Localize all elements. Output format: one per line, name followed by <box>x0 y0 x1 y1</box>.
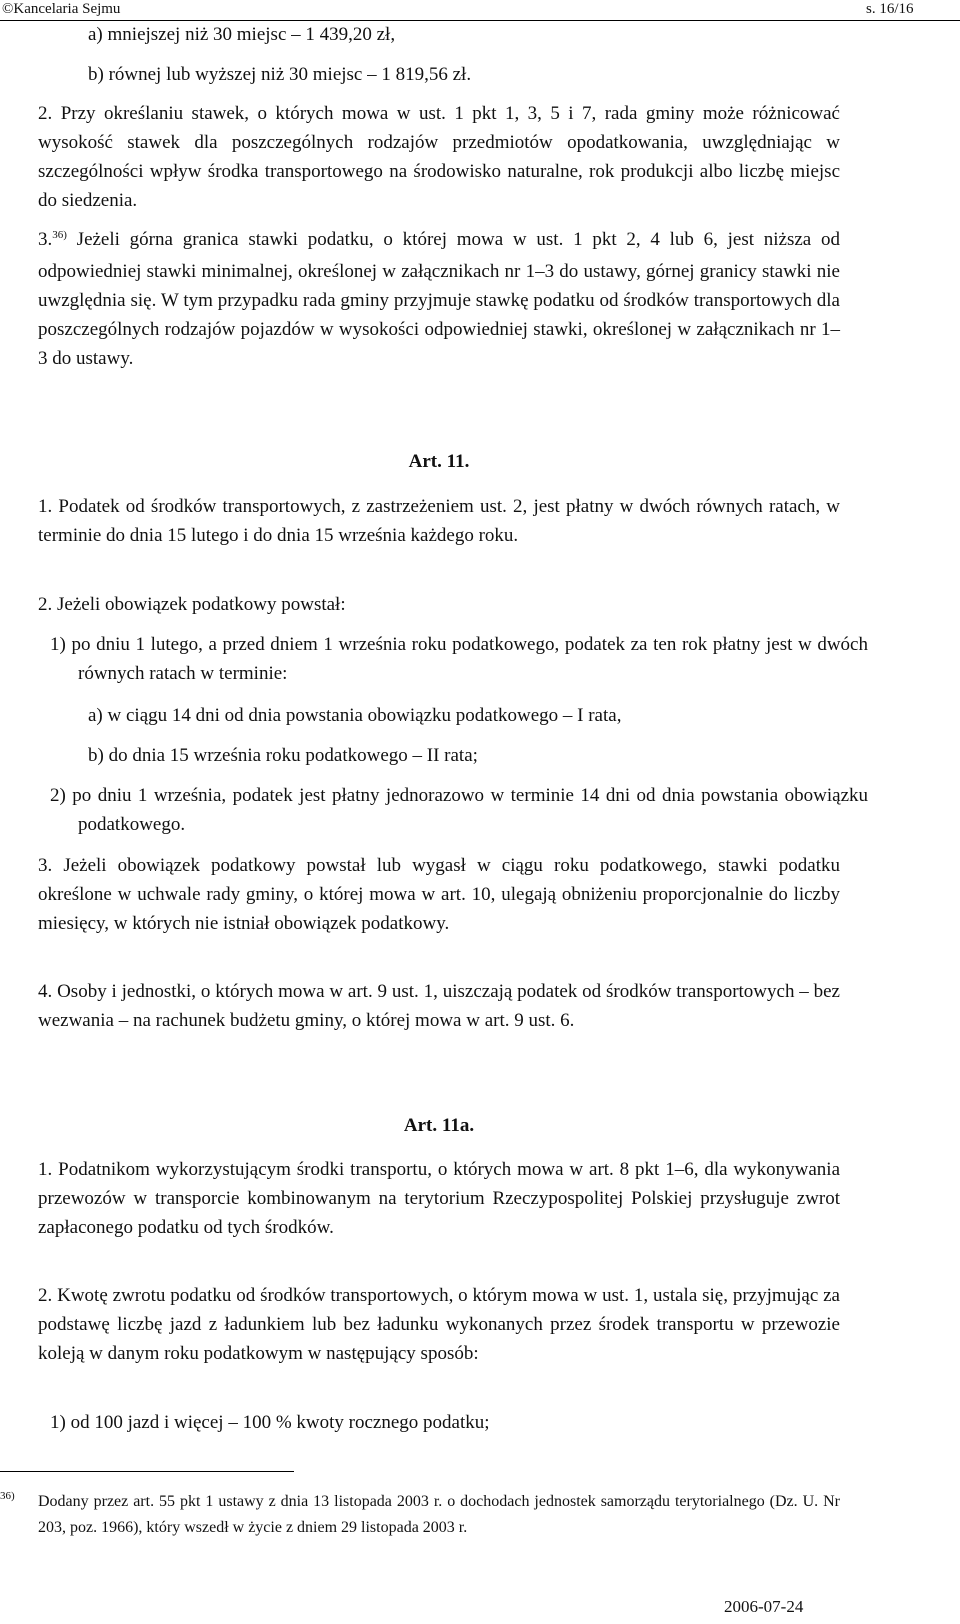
header-source: ©Kancelaria Sejmu <box>2 1 121 17</box>
page-number: s. 16/16 <box>866 1 914 17</box>
paragraph: 2. Jeżeli obowiązek podatkowy powstał: <box>38 594 346 615</box>
list-item: 1) po dniu 1 lutego, a przed dniem 1 września roku podatkowego, podatek za ten rok płatny jest w dwóch równych ratach w terminie: <box>50 634 868 684</box>
article-title: Art. 11. <box>408 451 470 472</box>
footnote-separator <box>0 1471 294 1472</box>
article-title: Art. 11a. <box>403 1115 475 1136</box>
paragraph: 1. Podatek od środków transportowych, z zastrzeżeniem ust. 2, jest płatny w dwóch równych ratach, w terminie do dnia 15 lutego i do dnia 15 września każdego roku. <box>38 496 840 546</box>
paragraph: 1. Podatnikom wykorzystującym środki transportu, o których mowa w art. 8 pkt 1–6, dla wykonywania przewozów w transporcie kombinowanym na terytorium Rzeczypospolitej Polskiej przysługuje zwrot zapłaconego podatku od tych środków. <box>38 1159 840 1238</box>
list-item: 1) od 100 jazd i więcej – 100 % kwoty rocznego podatku; <box>50 1412 490 1433</box>
list-item: 2) po dniu 1 września, podatek jest płatny jednorazowo w terminie 14 dni od dnia powstania obowiązku podatkowego. <box>50 785 868 835</box>
paragraph-text: Jeżeli górna granica stawki podatku, o której mowa w ust. 1 pkt 2, 4 lub 6, jest niższa od odpowiedniej stawki minimalnej, określonej w załącznikach nr 1–3 do ustawy, górnej granicy stawki nie uwzględnia się. W tym przypadku rada gminy przyjmuje stawkę podatku od środków transportowych dla poszczególnych rodzajów pojazdów w wysokości odpowiedniej stawki, określonej w załącznikach nr 1–3 do ustawy. <box>38 229 840 369</box>
list-item: a) w ciągu 14 dni od dnia powstania obowiązku podatkowego – I rata, <box>88 705 622 726</box>
list-item: b) równej lub wyższej niż 30 miejsc – 1 819,56 zł. <box>88 64 472 85</box>
paragraph: 4. Osoby i jednostki, o których mowa w art. 9 ust. 1, uiszczają podatek od środków transportowych – bez wezwania – na rachunek budżetu gminy, o której mowa w art. 9 ust. 6. <box>38 981 840 1031</box>
paragraph: 2. Przy określaniu stawek, o których mowa w ust. 1 pkt 1, 3, 5 i 7, rada gminy może różnicować wysokość stawek dla poszczególnych rodzajów przedmiotów opodatkowania, uwzględniając w szczególności wpływ środka transportowego na środowisko naturalne, rok produkcji albo liczbę miejsc do siedzenia. <box>38 103 840 211</box>
page-header <box>0 0 960 21</box>
footnote-reference: 36) <box>52 229 67 241</box>
paragraph-number: 3. <box>38 229 53 250</box>
paragraph <box>38 225 840 373</box>
paragraph: 2. Kwotę zwrotu podatku od środków transportowych, o którym mowa w ust. 1, ustala się, przyjmując za podstawę liczbę jazd z ładunkiem lub bez ładunku wykonanych przez środek transportu w przewozie koleją w danym roku podatkowym w następujący sposób: <box>38 1285 840 1364</box>
list-item: b) do dnia 15 września roku podatkowego – II rata; <box>88 745 478 766</box>
footer-date: 2006-07-24 <box>724 1597 804 1616</box>
footnote-text: Dodany przez art. 55 pkt 1 ustawy z dnia 13 listopada 2003 r. o dochodach jednostek samorządu terytorialnego (Dz. U. Nr 203, poz. 1966), który wszedł w życie z dniem 29 listopada 2003 r. <box>38 1493 840 1536</box>
paragraph: 3. Jeżeli obowiązek podatkowy powstał lub wygasł w ciągu roku podatkowego, stawki podatku określone w uchwale rady gminy, o której mowa w art. 10, ulegają obniżeniu proporcjonalnie do liczby miesięcy, w których nie istniał obowiązek podatkowy. <box>38 855 840 934</box>
footnote <box>0 1489 840 1541</box>
footnote-number: 36) <box>0 1490 15 1502</box>
list-item: a) mniejszej niż 30 miejsc – 1 439,20 zł, <box>88 24 396 45</box>
